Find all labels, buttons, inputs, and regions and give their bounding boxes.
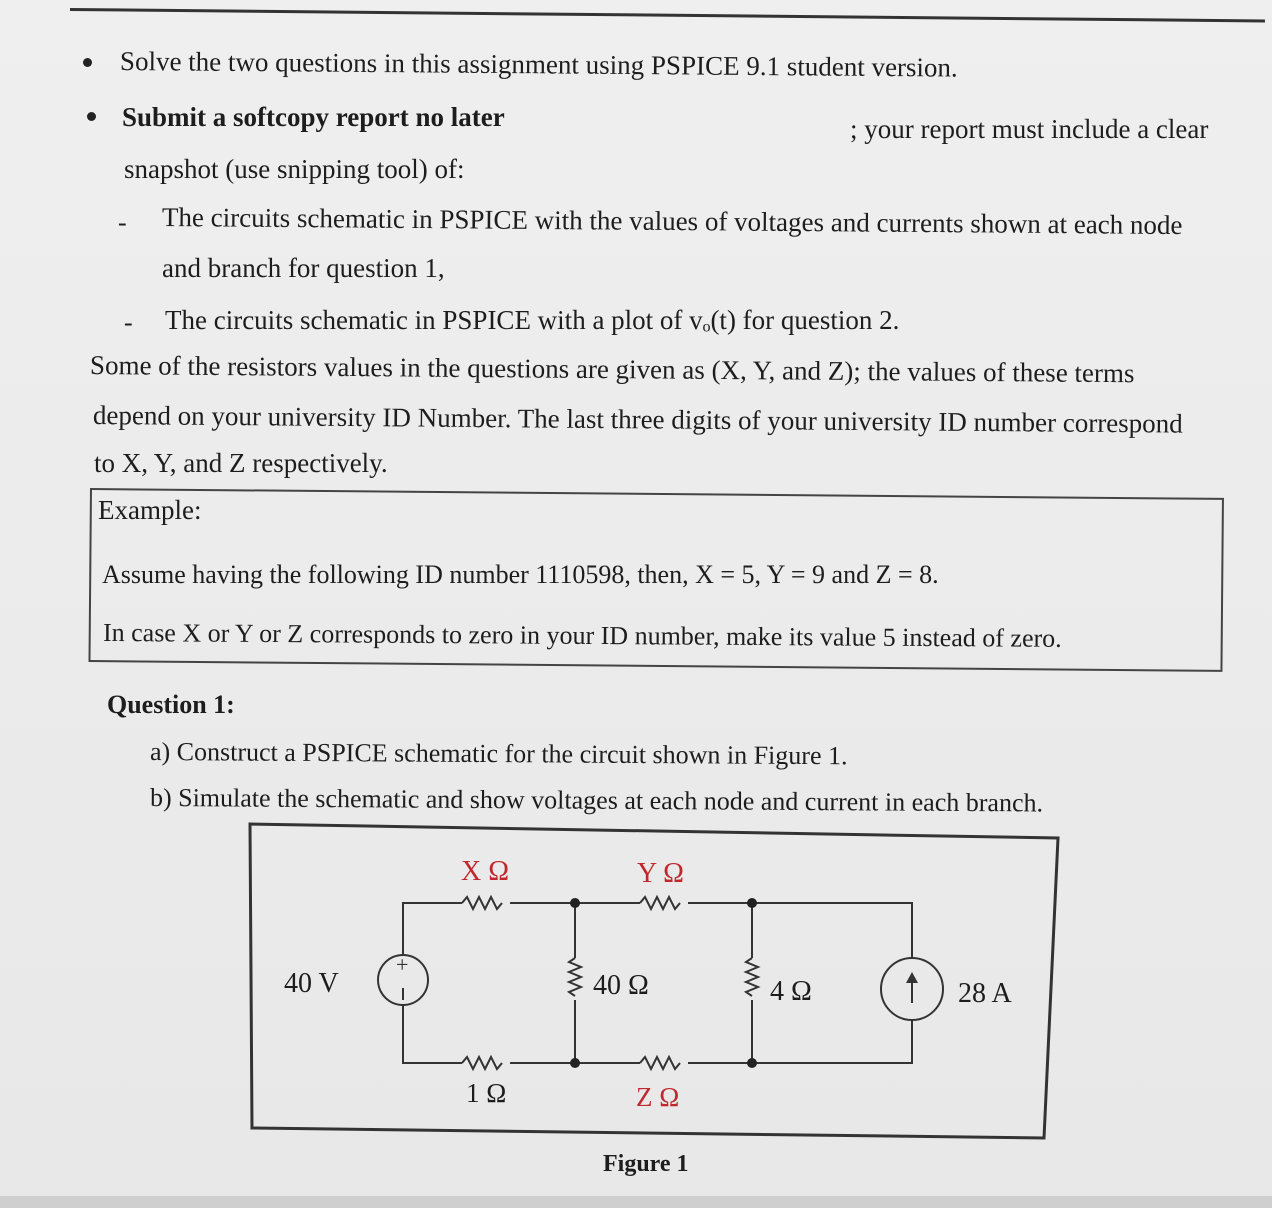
resistor-z-zigzag: [640, 1057, 680, 1069]
bullet-2-line2: snapshot (use snipping tool) of:: [124, 154, 465, 184]
paragraph-line-3: to X, Y, and Z respectively.: [94, 448, 388, 478]
wire-top-left: [403, 903, 462, 955]
current-source-label: 28 A: [958, 978, 1012, 1009]
bullet-2-rest-text: ; your report must include a clear: [850, 114, 1209, 144]
resistor-1-label: 1 Ω: [466, 1078, 507, 1108]
wire-bottom-left: [403, 1005, 462, 1063]
bullet-2-bold-text: Submit a softcopy report no later: [122, 102, 505, 132]
figure-caption: Figure 1: [603, 1151, 689, 1177]
node-dot: [747, 1058, 757, 1068]
bullet-1-text: Solve the two questions in this assignment using PSPICE 9.1 student version.: [119, 46, 958, 83]
voltage-plus: +: [396, 952, 409, 977]
resistor-x-label: X Ω: [461, 856, 510, 887]
example-line-1: Assume having the following ID number 1110598, then, X = 5, Y = 9 and Z = 8.: [102, 560, 939, 589]
question-1-part-b: b) Simulate the schematic and show voltages at each node and current in each branch.: [149, 783, 1044, 818]
dash-1-line2: and branch for question 1,: [162, 253, 445, 283]
resistor-z-label: Z Ω: [636, 1082, 680, 1112]
resistor-4-zigzag: [746, 958, 758, 996]
question-1-title: Question 1:: [107, 690, 235, 719]
resistor-4-label: 4 Ω: [770, 976, 812, 1007]
node-dot: [570, 898, 580, 908]
resistor-x-zigzag: [462, 897, 502, 909]
resistor-40-zigzag: [569, 958, 581, 996]
resistor-y-label: Y Ω: [637, 858, 684, 889]
current-arrow-icon: [906, 972, 918, 983]
photo-edge: [0, 1196, 1272, 1208]
paragraph-line-2: depend on your university ID Number. The last three digits of your university ID number correspond: [92, 400, 1183, 439]
wire-top-right: [688, 903, 912, 958]
dash-1-line1: The circuits schematic in PSPICE with the values of voltages and currents shown at each node: [161, 202, 1183, 241]
node-dot: [570, 1058, 580, 1068]
node-dot: [747, 898, 757, 908]
example-label: Example:: [98, 495, 202, 525]
resistor-40-label: 40 Ω: [593, 970, 649, 1001]
source-40v-label: 40 V: [284, 968, 339, 999]
resistor-y-zigzag: [640, 897, 680, 909]
paragraph-line-1: Some of the resistors values in the questions are given as (X, Y, and Z); the values of these terms: [89, 350, 1135, 389]
dash-marker: -: [124, 308, 133, 337]
example-line-2: In case X or Y or Z corresponds to zero in your ID number, make its value 5 instead of zero.: [102, 618, 1062, 653]
dash-2-text: The circuits schematic in PSPICE with a plot of vₒ(t) for question 2.: [165, 305, 900, 335]
question-1-part-a: a) Construct a PSPICE schematic for the circuit shown in Figure 1.: [149, 737, 848, 771]
resistor-1-zigzag: [462, 1057, 502, 1069]
dash-marker: -: [118, 208, 127, 237]
wire-bottom-right: [688, 1020, 912, 1063]
